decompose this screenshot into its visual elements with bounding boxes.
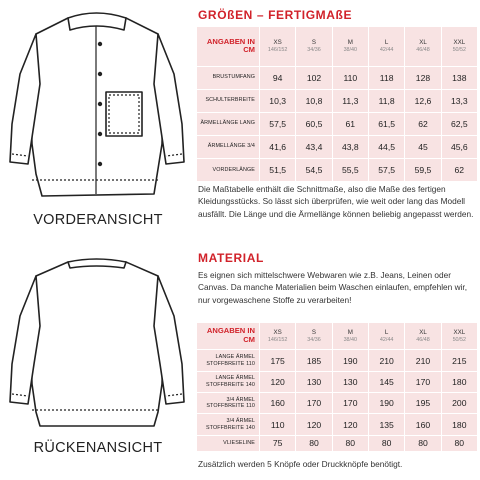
table-cell: 75 [260,436,295,451]
table-row [197,350,477,370]
size-header-cell [296,323,331,349]
table-cell: 120 [296,414,331,434]
table-cell: 80 [369,436,404,451]
table-cell: 120 [260,372,295,392]
material-intro: Es eignen sich mittelschwere Webwaren wie z.B. Jeans, Leinen oder Canvas. Da manche Materialien beim Waschen einlaufen, empfehlen wir, nur vorgewaschene Stoffe zu verarbeiten! [198,270,468,305]
table-cell: 160 [260,393,295,413]
table-row [197,159,477,181]
size-header-cell [405,323,440,349]
table-row [197,414,477,434]
size-range: 42/44 [379,336,394,343]
table-cell: 11,3 [333,90,368,112]
size-range: 38/40 [343,336,358,343]
table-cell: 80 [333,436,368,451]
back-view-sketch [6,254,188,430]
size-range: 38/40 [343,46,358,53]
size-header-cell [442,27,477,66]
size-header-cell [405,27,440,66]
table-cell: 215 [442,350,477,370]
table-row [197,90,477,112]
size-name: XL [419,329,427,337]
table-cell: 13,3 [442,90,477,112]
size-header-cell [333,323,368,349]
table-cell: 195 [405,393,440,413]
size-header-cell [260,323,295,349]
table-cell: 43,4 [296,136,331,158]
table-cell: 55,5 [333,159,368,181]
size-name: S [311,39,317,47]
size-range: 46/48 [416,46,430,53]
table-cell: 44,5 [369,136,404,158]
table-header-row [197,323,477,349]
row-label: VORDERLÄNGE [197,159,259,181]
table-cell: 10,8 [296,90,331,112]
table-cell: 200 [442,393,477,413]
material-requirements-table [196,322,478,452]
size-name: L [384,39,389,47]
table-cell: 110 [333,67,368,89]
table-row [197,436,477,451]
table-cell: 51,5 [260,159,295,181]
size-name: XS [273,39,282,47]
table-cell: 135 [369,414,404,434]
table-cell: 118 [369,67,404,89]
size-header-cell [442,323,477,349]
size-header-cell [296,27,331,66]
table-cell: 57,5 [369,159,404,181]
material-footer-note: Zusätzlich werden 5 Knöpfe oder Druckknöpfe benötigt. [198,459,403,469]
table-cell: 54,5 [296,159,331,181]
table-cell: 10,3 [260,90,295,112]
sizes-section-title: GRÖßEN – FERTIGMAßE [198,8,353,22]
size-table-note: Die Maßtabelle enthält die Schnittmaße, also die Maße des fertigen Kleidungsstücks. So lässt sich überprüfen, wie weit oder lang das Modell ausfällt. Die Länge und die Ärmellänge können beliebig angepasst werden. [198,184,474,219]
size-header-cell [260,27,295,66]
size-name: L [384,329,389,337]
row-label: ÄRMELLÄNGE 3/4 [197,136,259,158]
table-cell: 41,6 [260,136,295,158]
table-cell: 80 [442,436,477,451]
row-label: LANGE ÄRMEL STOFFBREITE 110 [197,350,259,370]
table-cell: 45 [405,136,440,158]
table-cell: 45,6 [442,136,477,158]
size-range: 34/36 [307,336,321,343]
row-label: 3/4 ÄRMEL STOFFBREITE 140 [197,414,259,434]
table-cell: 170 [333,393,368,413]
table-cell: 180 [442,414,477,434]
size-range: 50/52 [452,336,467,343]
size-range: 42/44 [379,46,394,53]
table-cell: 175 [260,350,295,370]
table-cell: 80 [296,436,331,451]
table-row [197,136,477,158]
table-cell: 190 [369,393,404,413]
table-row [197,113,477,135]
table-cell: 60,5 [296,113,331,135]
row-label: BRUSTUMFANG [197,67,259,89]
table-row [197,372,477,392]
table-cell: 102 [296,67,331,89]
table-cell: 130 [333,372,368,392]
header-label-cell: ANGABEN IN CM [197,27,259,66]
table-cell: 170 [296,393,331,413]
size-name: XXL [453,39,466,47]
table-cell: 12,6 [405,90,440,112]
size-measurements-table [196,26,478,182]
table-cell: 43,8 [333,136,368,158]
table-cell: 138 [442,67,477,89]
size-range: 146/152 [267,336,288,343]
size-name: XXL [453,329,466,337]
row-label: 3/4 ÄRMEL STOFFBREITE 110 [197,393,259,413]
size-name: S [311,329,317,337]
table-cell: 59,5 [405,159,440,181]
size-range: 146/152 [267,46,288,53]
jacket-front-drawing [6,4,188,200]
table-cell: 57,5 [260,113,295,135]
sketch-column [0,0,196,480]
table-cell: 62 [405,113,440,135]
table-cell: 120 [333,414,368,434]
table-cell: 185 [296,350,331,370]
jacket-back-drawing [6,254,188,430]
table-cell: 190 [333,350,368,370]
table-cell: 145 [369,372,404,392]
table-cell: 180 [442,372,477,392]
row-label: ÄRMELLÄNGE LANG [197,113,259,135]
size-header-cell [369,27,404,66]
table-cell: 160 [405,414,440,434]
info-column [196,0,478,480]
size-name: M [347,329,353,337]
table-cell: 62,5 [442,113,477,135]
size-range: 50/52 [452,46,467,53]
table-cell: 80 [405,436,440,451]
table-cell: 170 [405,372,440,392]
header-label-cell: ANGABEN IN CM [197,323,259,349]
size-name: XL [419,39,427,47]
front-view-label: VORDERANSICHT [33,212,163,228]
size-header-cell [333,27,368,66]
row-label: LANGE ÄRMEL STOFFBREITE 140 [197,372,259,392]
row-label: VLIESELINE [197,436,259,451]
size-range: 46/48 [416,336,430,343]
table-cell: 210 [369,350,404,370]
table-cell: 61 [333,113,368,135]
row-label: SCHULTERBREITE [197,90,259,112]
table-row [197,393,477,413]
table-row [197,67,477,89]
table-header-row [197,27,477,66]
table-cell: 94 [260,67,295,89]
table-cell: 61,5 [369,113,404,135]
back-view-label: RÜCKENANSICHT [33,440,163,456]
table-cell: 11,8 [369,90,404,112]
table-cell: 128 [405,67,440,89]
size-name: M [347,39,353,47]
table-cell: 110 [260,414,295,434]
material-section-title: MATERIAL [198,251,264,265]
table-cell: 130 [296,372,331,392]
table-cell: 62 [442,159,477,181]
size-range: 34/36 [307,46,321,53]
size-name: XS [273,329,282,337]
front-view-sketch [6,4,188,200]
table-cell: 210 [405,350,440,370]
size-header-cell [369,323,404,349]
